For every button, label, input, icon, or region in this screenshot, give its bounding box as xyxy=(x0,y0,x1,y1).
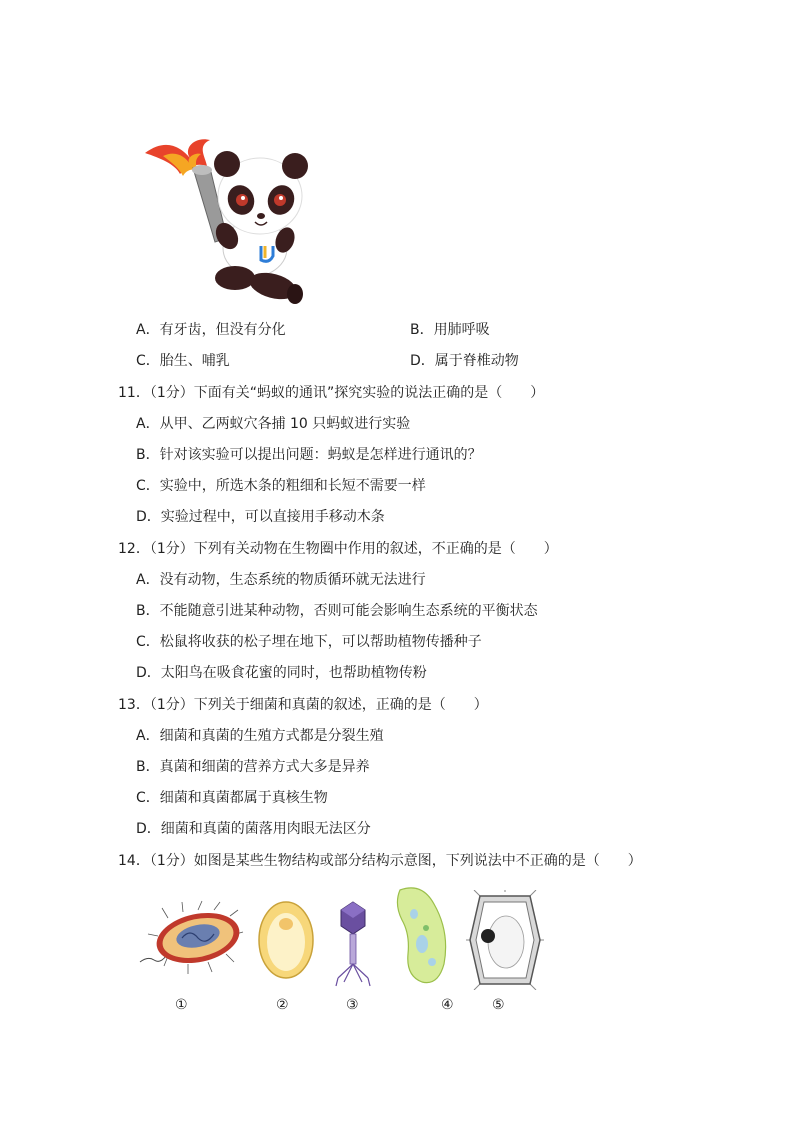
q13-stem: 13．（1分）下列关于细菌和真菌的叙述，正确的是（ ） xyxy=(118,697,488,713)
q10-option-c: C．胎生、哺乳 xyxy=(136,353,230,369)
q12-stem: 12．（1分）下列有关动物在生物圈中作用的叙述，不正确的是（ ） xyxy=(118,541,558,557)
q11-option-d: D．实验过程中，可以直接用手移动木条 xyxy=(136,509,385,525)
figure-label-3: ③ xyxy=(346,997,359,1013)
q11-option-b: B．针对该实验可以提出问题：蚂蚁是怎样进行通讯的？ xyxy=(136,447,482,463)
q12-option-a: A．没有动物，生态系统的物质循环就无法进行 xyxy=(136,572,426,588)
plant-cell-illustration xyxy=(466,890,544,990)
figure-label-1: ① xyxy=(175,997,188,1013)
q10-option-b: B．用肺呼吸 xyxy=(410,322,490,338)
q14-stem: 14．（1分）如图是某些生物结构或部分结构示意图，下列说法中不正确的是（ ） xyxy=(118,853,642,869)
q11-option-a: A．从甲、乙两蚁穴各捕 10 只蚂蚁进行实验 xyxy=(136,416,411,432)
q13-option-b: B．真菌和细菌的营养方式大多是异养 xyxy=(136,759,370,775)
q12-option-b: B．不能随意引进某种动物，否则可能会影响生态系统的平衡状态 xyxy=(136,603,538,619)
bacterium-illustration xyxy=(138,898,244,978)
q10-option-d: D．属于脊椎动物 xyxy=(410,353,519,369)
q10-option-a: A．有牙齿，但没有分化 xyxy=(136,322,286,338)
q13-option-d: D．细菌和真菌的菌落用肉眼无法区分 xyxy=(136,821,371,837)
figure-label-2: ② xyxy=(276,997,289,1013)
figure-label-5: ⑤ xyxy=(492,997,505,1013)
q12-option-c: C．松鼠将收获的松子埋在地下，可以帮助植物传播种子 xyxy=(136,634,482,650)
figure-label-4: ④ xyxy=(441,997,454,1013)
paramecium-illustration xyxy=(392,884,454,988)
yeast-cell-illustration xyxy=(257,900,315,980)
panda-mascot-illustration xyxy=(135,128,310,308)
q13-option-a: A．细菌和真菌的生殖方式都是分裂生殖 xyxy=(136,728,384,744)
q12-option-d: D．太阳鸟在吸食花蜜的同时，也帮助植物传粉 xyxy=(136,665,427,681)
q11-option-c: C．实验中，所选木条的粗细和长短不需要一样 xyxy=(136,478,426,494)
bacteriophage-illustration xyxy=(332,900,374,988)
q11-stem: 11．（1分）下面有关“蚂蚁的通讯”探究实验的说法正确的是（ ） xyxy=(118,385,545,401)
q13-option-c: C．细菌和真菌都属于真核生物 xyxy=(136,790,328,806)
